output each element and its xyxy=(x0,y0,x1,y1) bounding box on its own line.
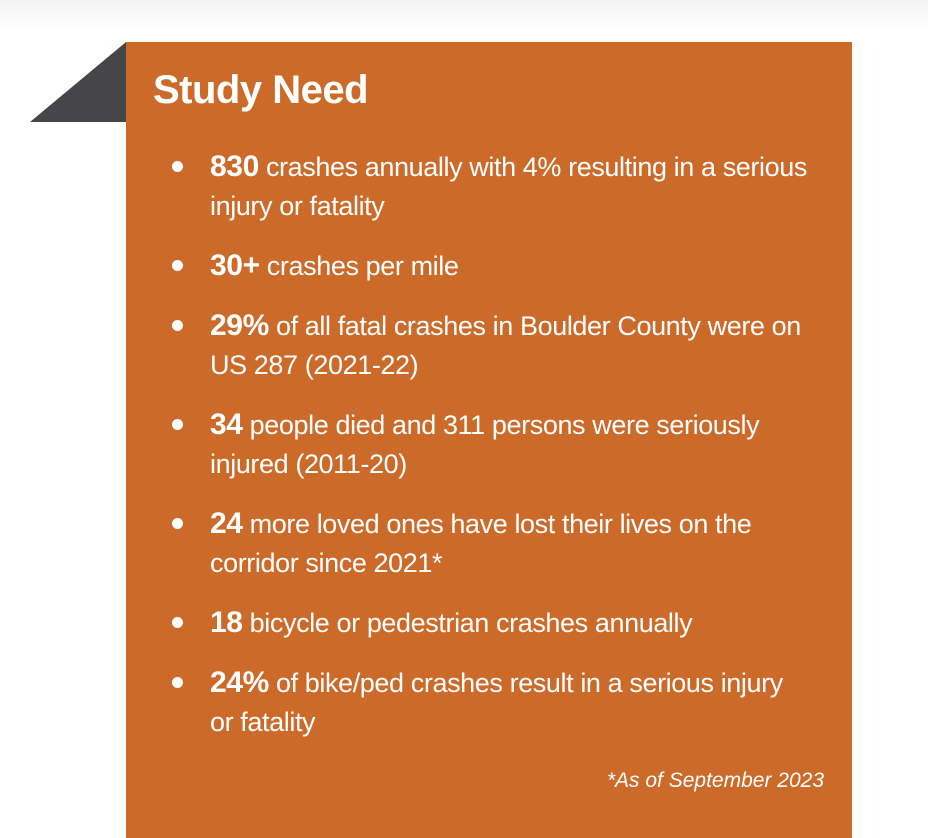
item-stat: 30+ xyxy=(210,249,260,282)
item-text: crashes per mile xyxy=(259,251,459,281)
footnote: *As of September 2023 xyxy=(606,769,824,792)
list-item xyxy=(172,603,812,643)
bullet-icon xyxy=(172,677,183,688)
bullet-icon xyxy=(172,518,183,529)
bullet-icon xyxy=(172,617,183,628)
corner-tab-decoration xyxy=(30,42,126,122)
item-text: of all fatal crashes in Boulder County were on US 287 (2021-22) xyxy=(210,311,801,380)
list-item xyxy=(172,405,812,484)
bullet-icon xyxy=(172,260,183,271)
bullet-icon xyxy=(172,320,183,331)
item-stat: 34 xyxy=(210,408,243,441)
study-need-list xyxy=(172,147,812,762)
item-text: people died and 311 persons were seriously injured (2011-20) xyxy=(210,410,760,479)
item-text: of bike/ped crashes result in a serious injury or fatality xyxy=(210,668,783,737)
item-stat: 29% xyxy=(210,309,269,342)
bullet-icon xyxy=(172,419,183,430)
item-text: more loved ones have lost their lives on the corridor since 2021* xyxy=(210,509,752,578)
item-stat: 24% xyxy=(210,666,269,699)
top-background xyxy=(0,0,928,30)
item-text: crashes annually with 4% resulting in a serious injury or fatality xyxy=(210,152,807,221)
list-item xyxy=(172,504,812,583)
item-stat: 830 xyxy=(210,150,259,183)
list-item xyxy=(172,147,812,226)
item-stat: 18 xyxy=(210,606,243,639)
study-need-panel xyxy=(126,42,852,838)
item-text: bicycle or pedestrian crashes annually xyxy=(242,608,693,638)
bullet-icon xyxy=(172,161,183,172)
item-stat: 24 xyxy=(210,507,243,540)
list-item xyxy=(172,306,812,385)
panel-title: Study Need xyxy=(153,68,369,112)
list-item xyxy=(172,663,812,742)
list-item xyxy=(172,246,812,286)
